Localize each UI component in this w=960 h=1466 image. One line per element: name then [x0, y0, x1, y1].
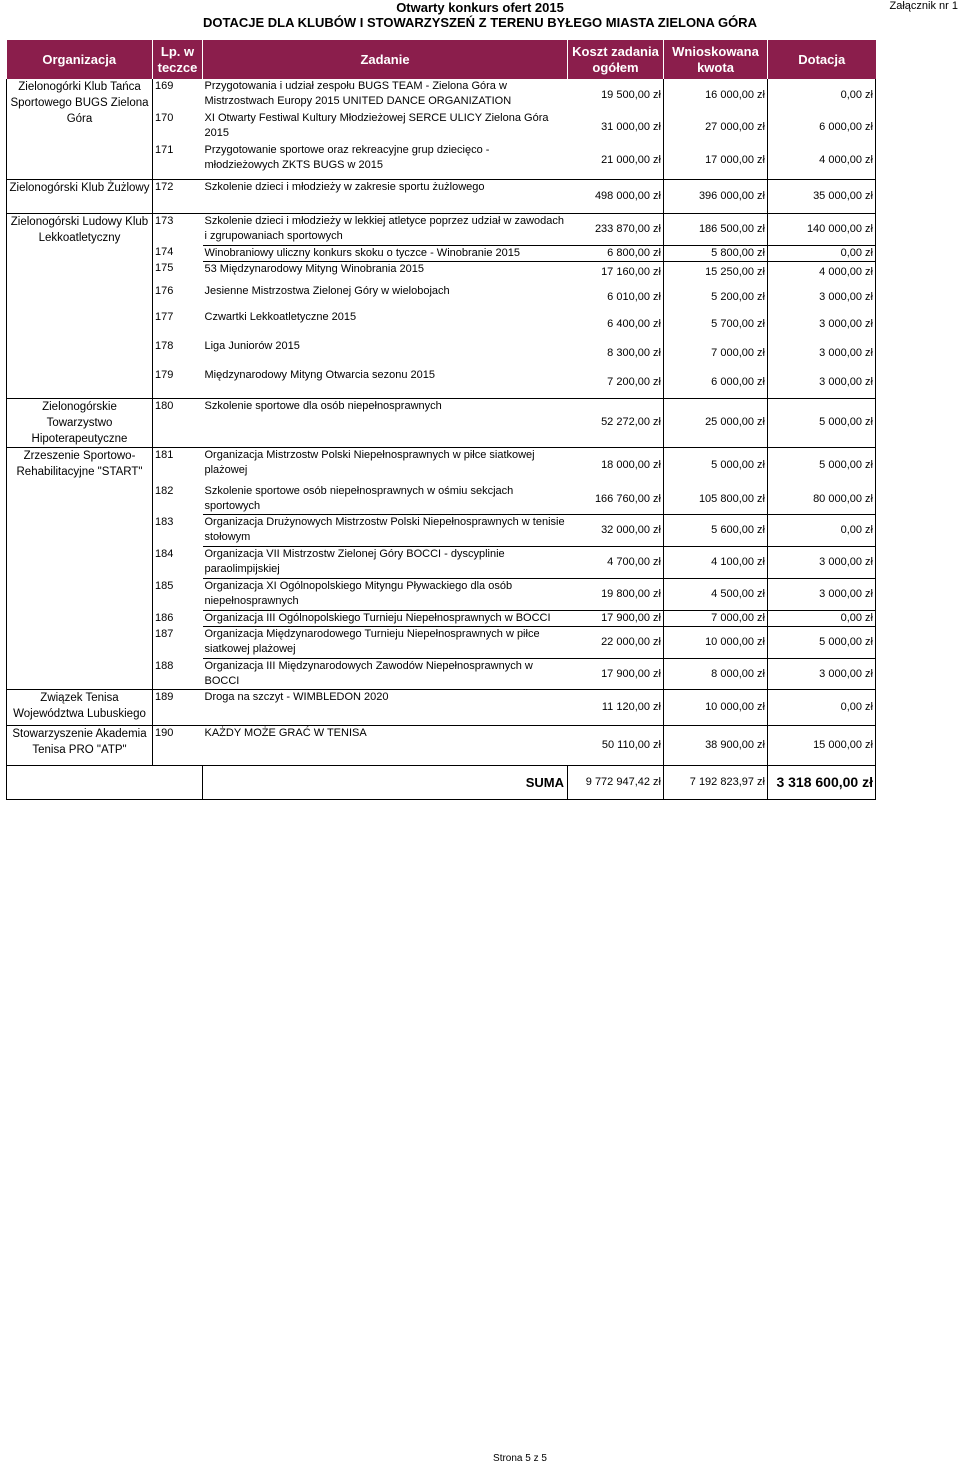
sum-label: SUMA: [203, 766, 568, 800]
requested-cell: 5 800,00 zł: [664, 245, 768, 261]
grant-cell: 4 000,00 zł: [768, 143, 876, 179]
column-header-org: Organizacja: [7, 40, 153, 79]
lp-cell: 188: [153, 659, 203, 690]
cost-cell: 52 272,00 zł: [568, 398, 664, 447]
requested-cell: 105 800,00 zł: [664, 484, 768, 515]
requested-cell: 38 900,00 zł: [664, 726, 768, 766]
task-cell: Organizacja Międzynarodowego Turnieju Niepełnosprawnych w piłce siatkowej plażowej: [203, 627, 568, 659]
task-cell: Organizacja Drużynowych Mistrzostw Polski Niepełnosprawnych w tenisie stołowym: [203, 515, 568, 547]
grant-cell: 3 000,00 zł: [768, 284, 876, 310]
task-cell: Organizacja III Ogólnopolskiego Turnieju Niepełnosprawnych w BOCCI: [203, 611, 568, 627]
lp-cell: 187: [153, 627, 203, 659]
cost-cell: 11 120,00 zł: [568, 690, 664, 726]
lp-cell: 185: [153, 579, 203, 611]
grant-cell: 35 000,00 zł: [768, 179, 876, 213]
sum-spacer: [7, 766, 203, 800]
sum-requested: 7 192 823,97 zł: [664, 766, 768, 800]
organization-cell: Zielonogórki Klub Tańca Sportowego BUGS Zielona Góra: [7, 79, 153, 179]
column-header-cost: Koszt zadania ogółem: [568, 40, 664, 79]
task-cell: Międzynarodowy Mityng Otwarcia sezonu 2015: [203, 368, 568, 398]
table-row: [7, 690, 876, 726]
cost-cell: 4 700,00 zł: [568, 547, 664, 579]
task-cell: Szkolenie dzieci i młodzieży w zakresie sportu żużlowego: [203, 179, 568, 213]
table-row: [7, 447, 876, 484]
requested-cell: 15 250,00 zł: [664, 261, 768, 284]
task-cell: KAŻDY MOŻE GRAĆ W TENISA: [203, 726, 568, 766]
requested-cell: 5 200,00 zł: [664, 284, 768, 310]
grant-cell: 5 000,00 zł: [768, 398, 876, 447]
table-header-row: [7, 40, 876, 79]
cost-cell: 19 500,00 zł: [568, 79, 664, 111]
task-cell: Organizacja Mistrzostw Polski Niepełnosprawnych w piłce siatkowej plażowej: [204, 448, 535, 476]
column-header-task: Zadanie: [203, 40, 568, 79]
grant-cell: 0,00 zł: [768, 79, 876, 111]
table-body: [7, 79, 876, 800]
task-cell: XI Otwarty Festiwal Kultury Młodzieżowej SERCE ULICY Zielona Góra 2015: [204, 112, 549, 139]
task-cell: Organizacja VII Mistrzostw Zielonej Góry BOCCI - dyscyplinie paraolimpijskiej: [203, 547, 568, 579]
column-header-grant: Dotacja: [768, 40, 876, 79]
task-cell: Szkolenie sportowe osób niepełnosprawnych w ośmiu sekcjach sportowych: [203, 484, 568, 515]
requested-cell: 17 000,00 zł: [664, 143, 768, 179]
lp-cell: 184: [153, 547, 203, 579]
task-cell: Winobraniowy uliczny konkurs skoku o tyczce - Winobranie 2015: [203, 245, 568, 261]
grant-cell: 140 000,00 zł: [768, 213, 876, 245]
task-cell: Szkolenie sportowe dla osób niepełnosprawnych: [203, 398, 568, 447]
requested-cell: 7 000,00 zł: [664, 611, 768, 627]
grant-cell: 0,00 zł: [768, 245, 876, 261]
requested-cell: 10 000,00 zł: [664, 690, 768, 726]
requested-cell: 5 600,00 zł: [664, 515, 768, 547]
cost-cell: 21 000,00 zł: [568, 143, 664, 179]
table-row: [7, 398, 876, 447]
requested-cell: 186 500,00 zł: [664, 213, 768, 245]
lp-cell: 181: [153, 447, 203, 484]
table-row: [7, 179, 876, 213]
task-cell: Droga na szczyt - WIMBLEDON 2020: [203, 690, 568, 726]
requested-cell: 16 000,00 zł: [664, 79, 768, 111]
organization-cell: Związek Tenisa Województwa Lubuskiego: [7, 690, 153, 726]
requested-cell: 25 000,00 zł: [664, 398, 768, 447]
requested-cell: 27 000,00 zł: [664, 111, 768, 143]
lp-cell: 182: [153, 484, 203, 515]
grant-cell: 5 000,00 zł: [768, 447, 876, 484]
organization-cell: Zielonogórski Ludowy Klub Lekkoatletyczny: [7, 213, 153, 398]
grant-cell: 5 000,00 zł: [768, 627, 876, 659]
task-cell: Czwartki Lekkoatletyczne 2015: [204, 311, 357, 323]
page-subtitle: DOTACJE DLA KLUBÓW I STOWARZYSZEŃ Z TERENU BYŁEGO MIASTA ZIELONA GÓRA: [203, 15, 757, 30]
lp-cell: 174: [153, 245, 203, 261]
task-cell: Przygotowanie sportowe oraz rekreacyjne grup dziecięco - młodzieżowych ZKTS BUGS w 2015: [203, 143, 568, 179]
lp-cell: 177: [153, 310, 203, 339]
task-cell: Szkolenie dzieci i młodzieży w lekkiej atletyce poprzez udział w zawodach i zgrupowaniach sportowych: [203, 213, 568, 245]
lp-cell: 180: [153, 398, 203, 447]
lp-cell: 170: [153, 111, 203, 143]
sum-grant: 3 318 600,00 zł: [768, 766, 876, 800]
lp-cell: 190: [153, 726, 203, 766]
organization-cell: Stowarzyszenie Akademia Tenisa PRO "ATP": [7, 726, 153, 766]
page-number: Strona 5 z 5: [493, 1453, 547, 1464]
grant-cell: 3 000,00 zł: [768, 339, 876, 368]
sum-row: [7, 766, 876, 800]
task-cell: Liga Juniorów 2015: [204, 340, 300, 352]
requested-cell: 7 000,00 zł: [664, 339, 768, 368]
lp-cell: 175: [153, 261, 203, 284]
task-cell: Organizacja XI Ogólnopolskiego Mityngu Pływackiego dla osób niepełnosprawnych: [203, 579, 568, 611]
organization-cell: Zielonogórski Klub Żużlowy: [7, 179, 153, 213]
requested-cell: 5 000,00 zł: [664, 447, 768, 484]
cost-cell: 19 800,00 zł: [568, 579, 664, 611]
requested-cell: 4 100,00 zł: [664, 547, 768, 579]
grants-table: [6, 40, 876, 800]
sum-cost: 9 772 947,42 zł: [568, 766, 664, 800]
grant-cell: 80 000,00 zł: [768, 484, 876, 515]
cost-cell: 50 110,00 zł: [568, 726, 664, 766]
requested-cell: 6 000,00 zł: [664, 368, 768, 398]
cost-cell: 7 200,00 zł: [568, 368, 664, 398]
task-cell: Organizacja III Międzynarodowych Zawodów Niepełnosprawnych w BOCCI: [203, 659, 568, 690]
task-cell: 53 Międzynarodowy Mityng Winobrania 2015: [204, 262, 425, 275]
column-header-lp: Lp. w teczce: [153, 40, 203, 79]
requested-cell: 8 000,00 zł: [664, 659, 768, 690]
cost-cell: 498 000,00 zł: [568, 179, 664, 213]
organization-cell: Zielonogórskie Towarzystwo Hipoterapeutyczne: [7, 398, 153, 447]
task-cell: Jesienne Mistrzostwa Zielonej Góry w wielobojach: [204, 285, 450, 297]
grant-cell: 3 000,00 zł: [768, 659, 876, 690]
grant-cell: 3 000,00 zł: [768, 547, 876, 579]
lp-cell: 186: [153, 611, 203, 627]
grant-cell: 4 000,00 zł: [768, 261, 876, 284]
column-header-requested: Wnioskowana kwota: [664, 40, 768, 79]
lp-cell: 176: [153, 284, 203, 310]
cost-cell: 17 900,00 zł: [568, 611, 664, 627]
grant-cell: 3 000,00 zł: [768, 368, 876, 398]
cost-cell: 6 400,00 zł: [568, 310, 664, 339]
lp-cell: 173: [153, 213, 203, 245]
lp-cell: 172: [153, 179, 203, 213]
requested-cell: 396 000,00 zł: [664, 179, 768, 213]
organization-cell: Zrzeszenie Sportowo-Rehabilitacyjne "START": [7, 447, 153, 690]
table-row: [7, 726, 876, 766]
requested-cell: 10 000,00 zł: [664, 627, 768, 659]
cost-cell: 233 870,00 zł: [568, 213, 664, 245]
cost-cell: 31 000,00 zł: [568, 111, 664, 143]
task-cell: Przygotowania i udział zespołu BUGS TEAM - Zielona Góra w Mistrzostwach Europy 2015 UNITED DANCE ORGANIZATION: [204, 80, 512, 107]
cost-cell: 6 010,00 zł: [568, 284, 664, 310]
lp-cell: 179: [153, 368, 203, 398]
grant-cell: 3 000,00 zł: [768, 310, 876, 339]
requested-cell: 5 700,00 zł: [664, 310, 768, 339]
annex-label: Załącznik nr 1: [889, 0, 958, 12]
cost-cell: 32 000,00 zł: [568, 515, 664, 547]
lp-cell: 178: [153, 339, 203, 368]
cost-cell: 6 800,00 zł: [568, 245, 664, 261]
lp-cell: 183: [153, 515, 203, 547]
grant-cell: 0,00 zł: [768, 515, 876, 547]
lp-cell: 171: [153, 143, 203, 179]
grant-cell: 3 000,00 zł: [768, 579, 876, 611]
table-row: [7, 79, 876, 111]
grant-cell: 0,00 zł: [768, 690, 876, 726]
lp-cell: 169: [153, 79, 203, 111]
cost-cell: 17 160,00 zł: [568, 261, 664, 284]
cost-cell: 17 900,00 zł: [568, 659, 664, 690]
requested-cell: 4 500,00 zł: [664, 579, 768, 611]
grant-cell: 15 000,00 zł: [768, 726, 876, 766]
table-row: [7, 213, 876, 245]
cost-cell: 18 000,00 zł: [568, 447, 664, 484]
cost-cell: 8 300,00 zł: [568, 339, 664, 368]
page-title: Otwarty konkurs ofert 2015: [396, 0, 564, 15]
grant-cell: 6 000,00 zł: [768, 111, 876, 143]
cost-cell: 22 000,00 zł: [568, 627, 664, 659]
lp-cell: 189: [153, 690, 203, 726]
cost-cell: 166 760,00 zł: [568, 484, 664, 515]
grant-cell: 0,00 zł: [768, 611, 876, 627]
